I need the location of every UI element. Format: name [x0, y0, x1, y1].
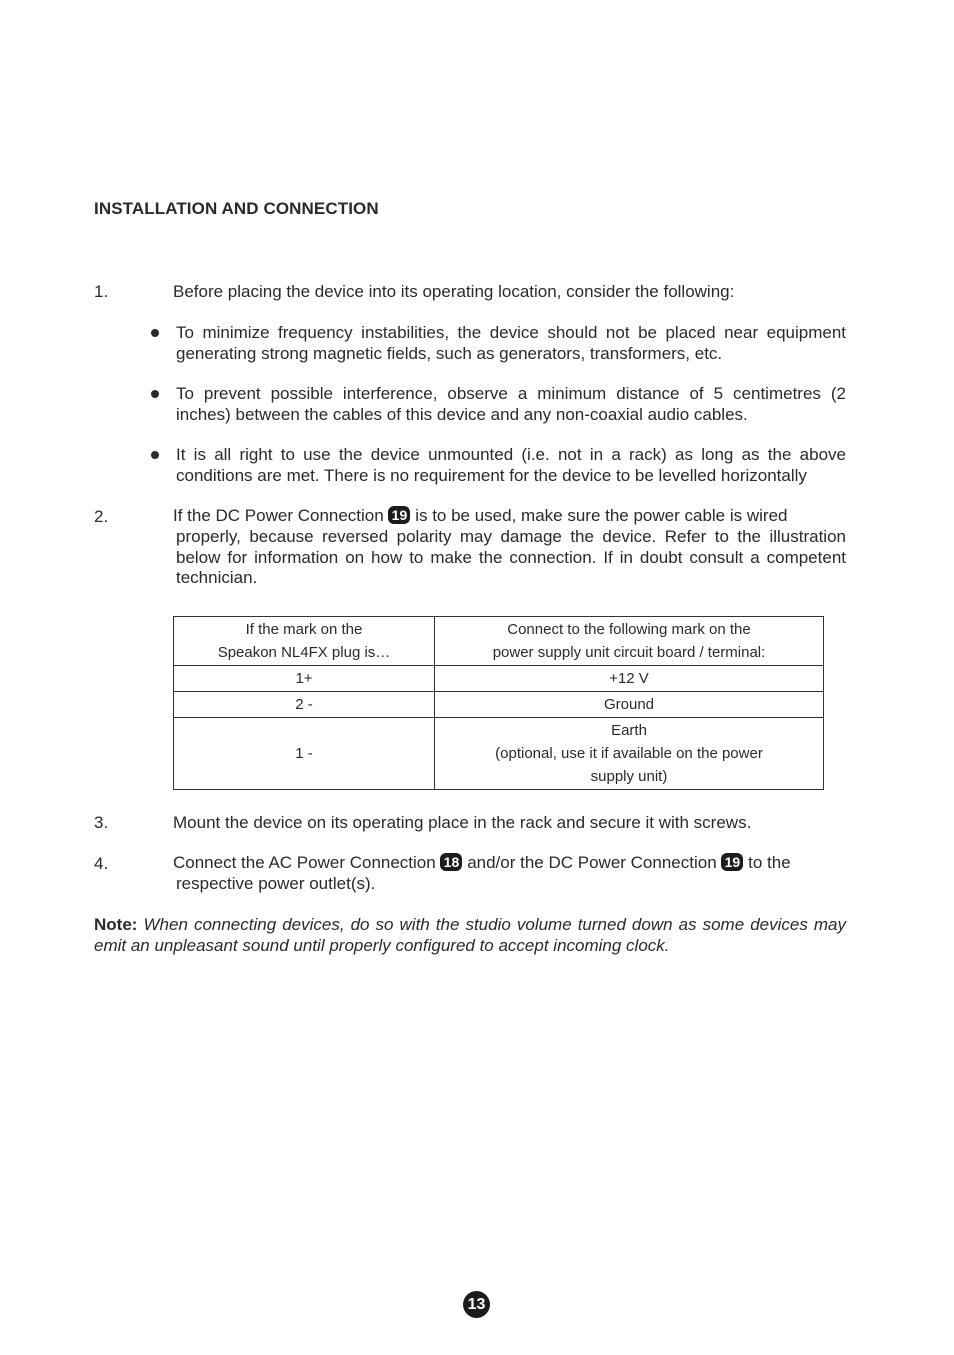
step-3-text: Mount the device on its operating place in the rack and secure it with screws. — [173, 813, 752, 832]
table-cell-connect: Ground — [435, 692, 824, 718]
earth-line3: supply unit) — [590, 768, 668, 785]
table-header-row — [174, 617, 824, 666]
table-cell-connect — [435, 718, 824, 790]
bullet-3-text: It is all right to use the device unmounted (i.e. not in a rack) as long as the above conditions are met. There is no requirement for the device to be levelled horizontally — [176, 445, 846, 485]
table-cell-mark: 1 - — [174, 718, 435, 790]
step-4-text-mid: and/or the DC Power Connection — [467, 853, 717, 872]
step-2-continuation: properly, because reversed polarity may damage the device. Refer to the illustration below for information on how to make the connection. If in doubt consult a competent technician. — [176, 527, 846, 587]
step-2-first-line — [173, 506, 853, 527]
header-col1-line1: If the mark on the — [245, 621, 363, 638]
table-row — [174, 666, 824, 692]
bullet-icon — [149, 327, 161, 339]
note-label: Note: — [94, 915, 138, 934]
table-cell-mark: 1+ — [174, 666, 435, 692]
header-col2-line2: power supply unit circuit board / terminal: — [492, 644, 766, 661]
page-number-badge: 13 — [463, 1291, 490, 1318]
step-2-number: 2. — [94, 507, 109, 526]
step-4-first-line — [173, 853, 853, 874]
step-1-text: Before placing the device into its operating location, consider the following: — [173, 282, 735, 301]
bullet-icon — [149, 388, 161, 400]
connection-table — [173, 616, 824, 790]
header-col2-line1: Connect to the following mark on the — [507, 621, 751, 638]
step-4-continuation: respective power outlet(s). — [176, 874, 376, 893]
earth-line1: Earth — [611, 722, 647, 739]
bullet-icon — [149, 449, 161, 461]
step-3-number: 3. — [94, 813, 109, 832]
step-4-text-post: to the — [748, 853, 791, 872]
step-2-text-pre: If the DC Power Connection — [173, 506, 384, 525]
note-paragraph — [94, 915, 846, 956]
section-heading: INSTALLATION AND CONNECTION — [94, 199, 379, 218]
header-col1-line2: Speakon NL4FX plug is… — [217, 644, 391, 661]
step-4-number: 4. — [94, 854, 109, 873]
dc-power-connection-badge-icon: 19 — [388, 506, 410, 524]
table-row — [174, 692, 824, 718]
table-row — [174, 718, 824, 790]
step-2-text-post: is to be used, make sure the power cable is wired — [415, 506, 788, 525]
bullet-1-text: To minimize frequency instabilities, the device should not be placed near equipment generating strong magnetic fields, such as generators, transformers, etc. — [176, 323, 846, 363]
bullet-2-text: To prevent possible interference, observe a minimum distance of 5 centimetres (2 inches) between the cables of this device and any non-coaxial audio cables. — [176, 384, 846, 424]
note-text: When connecting devices, do so with the studio volume turned down as some devices may emit an unpleasant sound until properly configured to accept incoming clock. — [94, 915, 846, 955]
table-cell-mark: 2 - — [174, 692, 435, 718]
ac-power-connection-badge-icon: 18 — [440, 853, 462, 871]
step-4-text-pre: Connect the AC Power Connection — [173, 853, 436, 872]
earth-line2: (optional, use it if available on the power — [495, 745, 763, 762]
table-cell-connect: +12 V — [435, 666, 824, 692]
step-1-number: 1. — [94, 282, 109, 301]
dc-power-connection-badge-icon: 19 — [721, 853, 743, 871]
table-header-cell — [435, 617, 824, 666]
table-header-cell — [174, 617, 435, 666]
